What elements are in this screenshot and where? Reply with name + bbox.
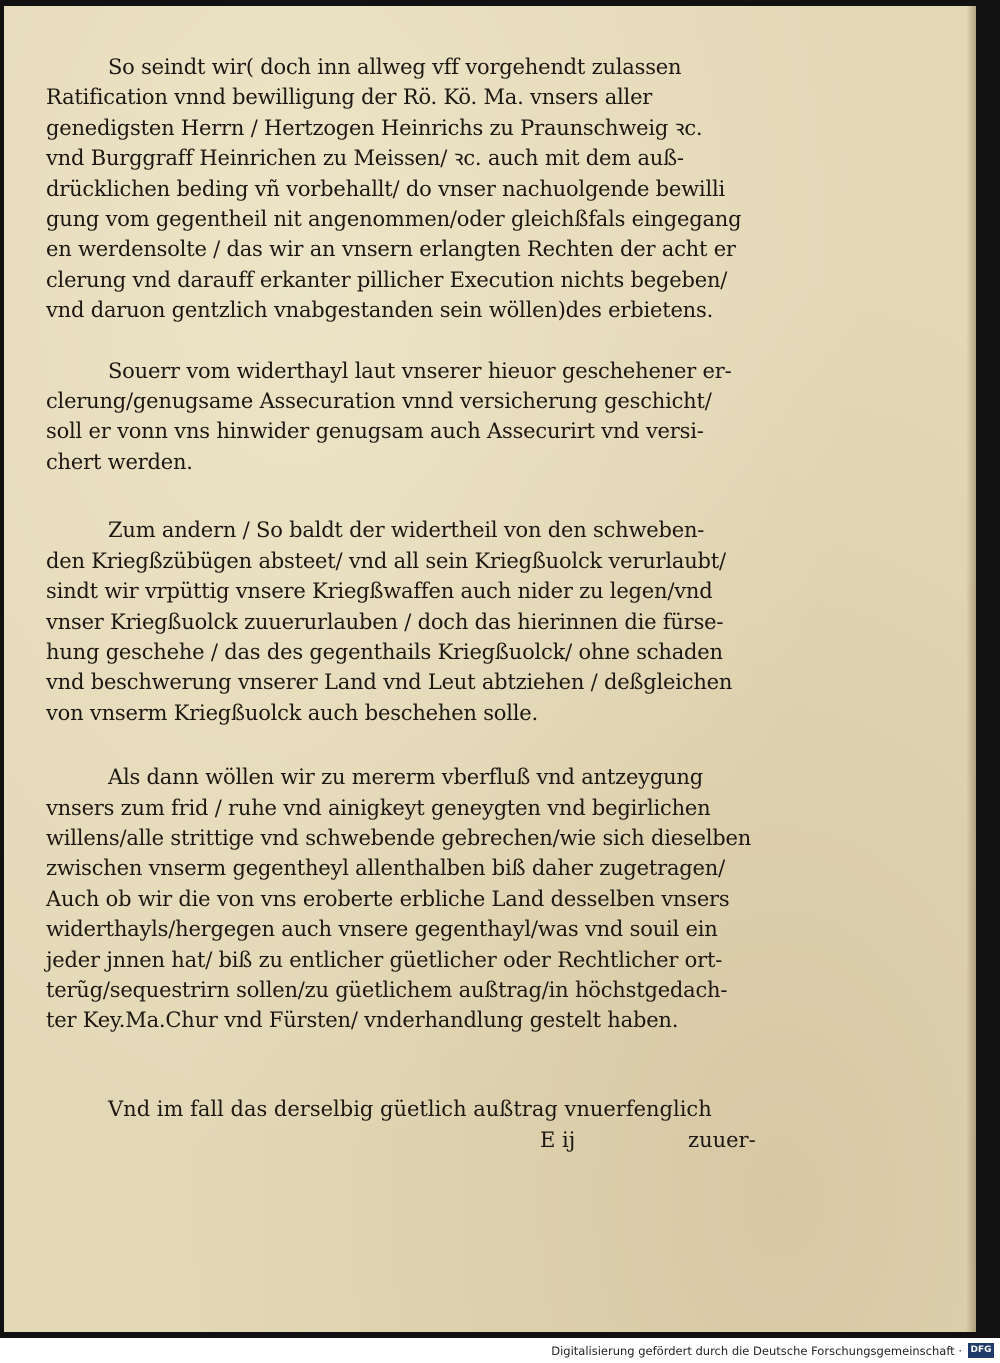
text-line: von vnserm Kriegßuolck auch beschehen solle. xyxy=(46,700,538,725)
text-line: So seindt wir( doch inn allweg vff vorgehendt zulassen xyxy=(108,55,682,79)
text-line: clerung/genugsame Assecuration vnnd versicherung geschicht/ xyxy=(46,389,712,414)
text-line: Ratification vnnd bewilligung der Rö. Kö. Ma. vnsers aller xyxy=(46,85,653,110)
text-line: soll er vonn vns hinwider genugsam auch Assecurirt vnd versi- xyxy=(46,419,704,444)
text-line: zwischen vnserm gegentheyl allenthalben biß daher zugetragen/ xyxy=(46,856,725,881)
text-line: clerung vnd darauff erkanter pillicher Execution nichts begeben/ xyxy=(46,267,728,292)
text-line: vnd Burggraff Heinrichen zu Meissen/ ꝛc. auch mit dem auß- xyxy=(46,146,684,171)
paragraph-1 xyxy=(46,52,796,326)
dfg-logo: DFG xyxy=(968,1343,994,1358)
text-line: hung geschehe / das des gegenthails Kriegßuolck/ ohne schaden xyxy=(46,639,723,664)
catchword: zuuer- xyxy=(688,1128,756,1152)
paragraph-3 xyxy=(46,515,796,728)
text-line: vnsers zum frid / ruhe vnd ainigkeyt geneygten vnd begirlichen xyxy=(46,795,711,820)
text-line: chert werden. xyxy=(46,449,193,474)
digitization-credit-bar xyxy=(0,1340,1000,1363)
text-line: den Kriegßzübügen absteet/ vnd all sein Kriegßuolck verurlaubt/ xyxy=(46,548,726,573)
text-line: jeder jnnen hat/ biß zu entlicher güetlicher oder Rechtlicher ort- xyxy=(46,947,723,972)
signature-mark: E ij xyxy=(540,1128,576,1152)
text-line: Souerr vom widerthayl laut vnserer hieuor geschehener er- xyxy=(108,358,732,383)
text-line: en werdensolte / das wir an vnsern erlangten Rechten der acht er xyxy=(46,237,736,262)
text-line: willens/alle strittige vnd schwebende gebrechen/wie sich dieselben xyxy=(46,825,752,850)
text-line: vnd beschwerung vnserer Land vnd Leut abtziehen / deßgleichen xyxy=(46,670,733,695)
paragraph-4 xyxy=(46,762,796,1036)
text-line: sindt wir vrpüttig vnsere Kriegßwaffen auch nider zu legen/vnd xyxy=(46,579,713,604)
text-line: Zum andern / So baldt der widertheil von den schweben- xyxy=(108,518,705,543)
text-line: drücklichen beding vñ vorbehallt/ do vnser nachuolgende bewilli xyxy=(46,176,725,201)
text-line: ter Key.Ma.Chur vnd Fürsten/ vnderhandlung gestelt haben. xyxy=(46,1008,679,1033)
text-line: Auch ob wir die von vns eroberte erbliche Land desselben vnsers xyxy=(46,886,730,911)
text-line: vnd daruon gentzlich vnabgestanden sein wöllen)des erbietens. xyxy=(46,298,714,323)
dfg-credit-text: Digitalisierung gefördert durch die Deutsche Forschungsgemeinschaft · xyxy=(551,1344,962,1358)
text-line: vnser Kriegßuolck zuuerurlauben / doch das hierinnen die fürse- xyxy=(46,609,724,634)
text-line: Als dann wöllen wir zu mererm vberfluß vnd antzeygung xyxy=(108,765,703,790)
page-edge-shadow xyxy=(966,6,976,1332)
closing-line xyxy=(46,1094,796,1124)
text-line: gung vom gegentheil nit angenommen/oder gleichßfals eingegang xyxy=(46,207,742,232)
paragraph-2 xyxy=(46,356,796,478)
page-text xyxy=(46,52,796,1036)
text-line: widerthayls/hergegen auch vnsere gegenthayl/was vnd souil ein xyxy=(46,917,718,942)
text-line: terũg/sequestrirn sollen/zu güetlichem außtrag/in höchstgedach- xyxy=(46,977,728,1002)
text-line: genedigsten Herrn / Hertzogen Heinrichs zu Praunschweig ꝛc. xyxy=(46,115,703,140)
text-line: Vnd im fall das derselbig güetlich außtrag vnuerfenglich xyxy=(108,1097,712,1121)
